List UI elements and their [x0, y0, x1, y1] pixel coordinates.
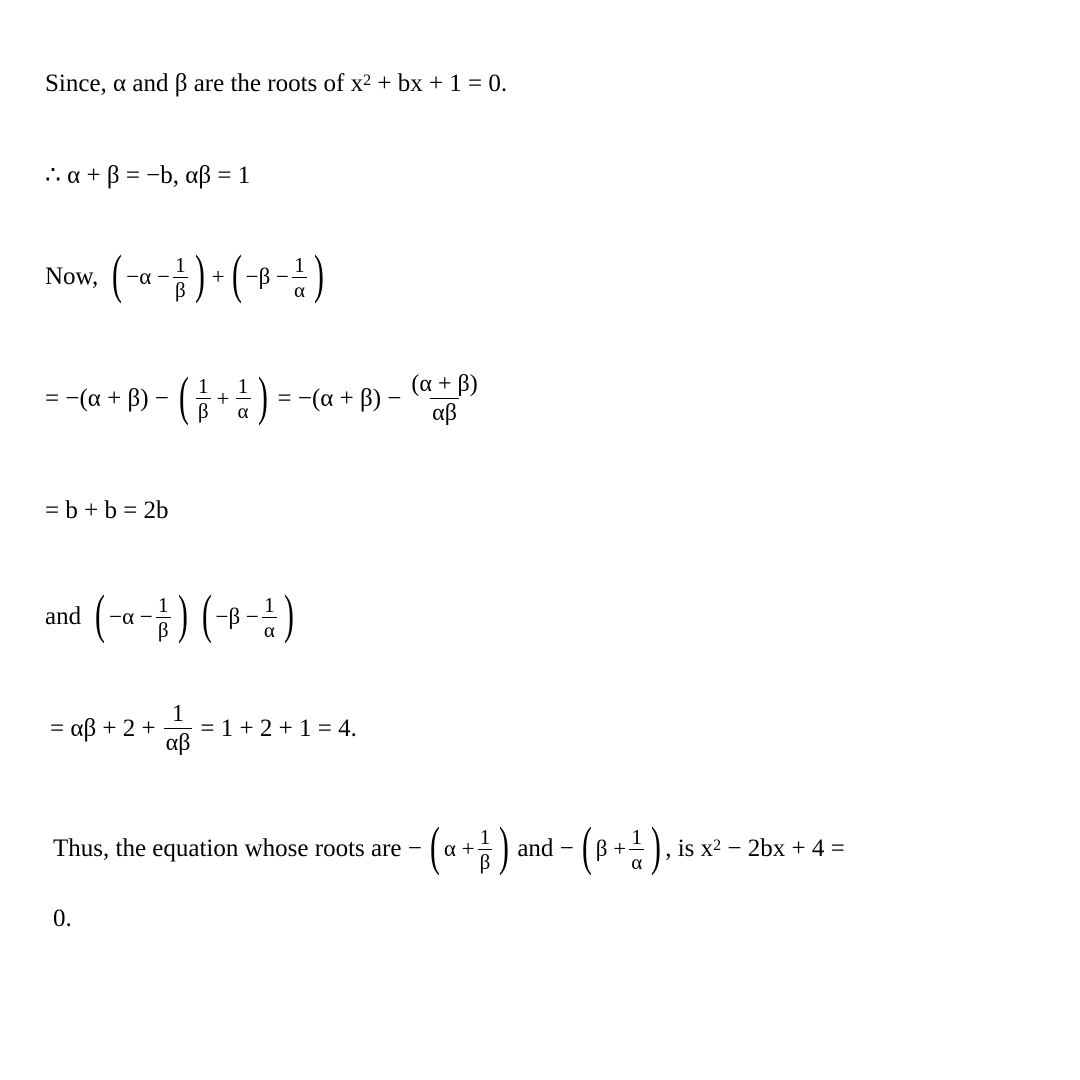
line-sum-result [45, 497, 169, 525]
fraction [409, 370, 479, 427]
line-sum-expansion [45, 365, 483, 427]
text: −β − [245, 264, 290, 289]
numerator: 1 [175, 252, 186, 277]
denominator: αβ [432, 400, 457, 426]
text: = αβ + 2 + [50, 714, 156, 742]
line-conclusion [53, 816, 845, 876]
close-paren: ) [177, 584, 188, 644]
denominator: αβ [165, 730, 191, 756]
close-paren: ) [499, 816, 510, 876]
text: , is x [665, 835, 714, 862]
numerator: (α + β) [411, 371, 478, 397]
text: and − [517, 835, 574, 862]
fraction [196, 374, 211, 423]
close-paren: ) [314, 244, 324, 304]
line-roots-statement [45, 70, 507, 98]
denominator: β [197, 399, 209, 423]
fraction [262, 593, 277, 642]
text: 0. [53, 905, 72, 932]
denominator: β [479, 849, 491, 874]
denominator: β [174, 277, 186, 302]
fraction [173, 253, 188, 302]
text: ∴ α + β = −b, αβ = 1 [45, 162, 251, 189]
fraction [292, 253, 307, 302]
line-and-product [45, 584, 298, 644]
text: α + [443, 836, 475, 861]
exponent: 2 [713, 837, 722, 854]
exponent: 2 [363, 72, 372, 89]
open-paren: ( [581, 816, 592, 876]
numerator: 1 [294, 252, 305, 277]
fraction [478, 825, 493, 874]
text: = −(α + β) − [45, 384, 169, 412]
text: β + [595, 836, 627, 861]
line-conclusion-end [53, 905, 72, 933]
text: and [45, 603, 82, 630]
line-now-sum [45, 244, 328, 304]
text: + [211, 264, 225, 289]
text: + [216, 385, 230, 411]
text: = 1 + 2 + 1 = 4. [200, 714, 357, 742]
open-paren: ( [95, 584, 106, 644]
text: −α − [109, 604, 153, 629]
text: = b + b = 2b [45, 497, 169, 524]
denominator: β [157, 617, 169, 642]
numerator: 1 [172, 701, 185, 727]
fraction [156, 593, 171, 642]
open-paren: ( [201, 584, 212, 644]
text: Thus, the equation whose roots are − [53, 835, 422, 862]
close-paren: ) [283, 584, 294, 644]
open-paren: ( [429, 816, 440, 876]
open-paren: ( [112, 244, 123, 304]
line-product-result [50, 700, 357, 757]
text: = −(α + β) − [277, 384, 402, 412]
fraction [629, 825, 644, 874]
open-paren: ( [178, 365, 189, 426]
denominator: α [263, 617, 275, 642]
numerator: 1 [237, 374, 249, 398]
close-paren: ) [651, 816, 662, 876]
close-paren: ) [257, 365, 268, 426]
numerator: 1 [264, 592, 275, 617]
open-paren: ( [231, 244, 242, 304]
close-paren: ) [194, 244, 205, 304]
fraction [164, 700, 193, 757]
text: Since, α and β are the roots of x [45, 70, 364, 97]
fraction [236, 374, 251, 423]
numerator: 1 [197, 374, 209, 398]
text: −β − [215, 604, 259, 629]
denominator: α [631, 849, 643, 874]
text: −α − [126, 264, 170, 289]
text: − 2bx + 4 = [721, 835, 845, 862]
denominator: α [294, 277, 306, 302]
denominator: α [237, 399, 249, 423]
text: Now, [45, 263, 99, 290]
line-sum-product [45, 160, 250, 190]
numerator: 1 [631, 824, 642, 849]
numerator: 1 [157, 592, 169, 617]
numerator: 1 [479, 824, 491, 849]
text: + bx + 1 = 0. [371, 70, 508, 97]
